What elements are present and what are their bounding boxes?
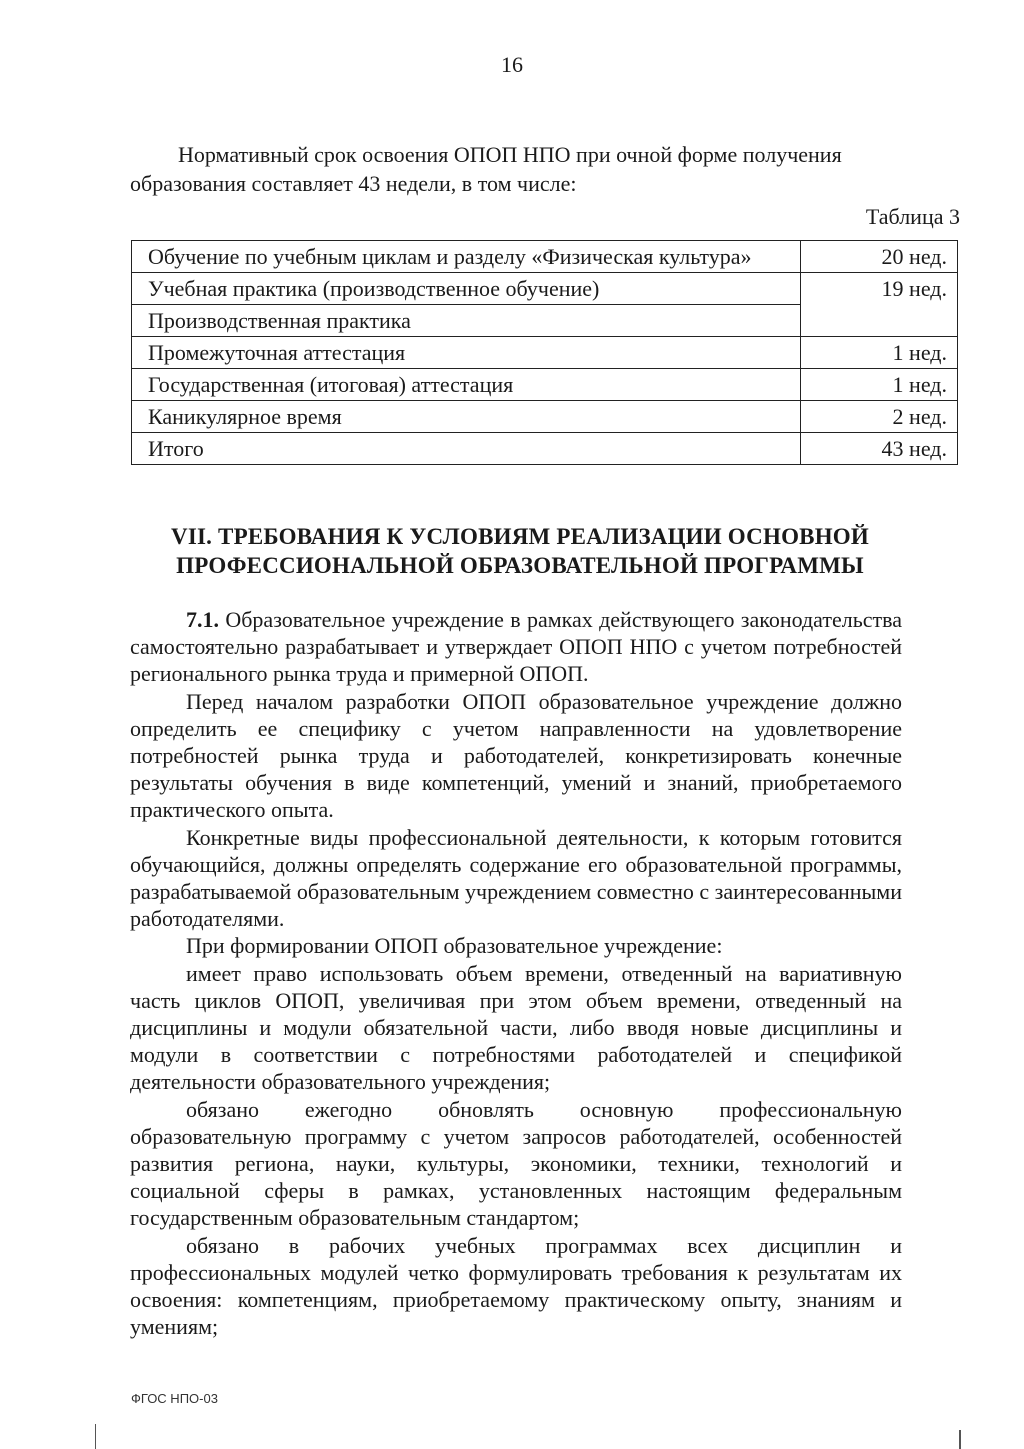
study-time-table bbox=[131, 240, 958, 465]
row-label: Производственная практика bbox=[132, 305, 801, 337]
body-paragraph: имеет право использовать объем времени, отведенный на вариативную часть циклов ОПОП, увеличивая при этом объем времени, отведенный на дисциплины и модули обязательной части, либо вводя новые дисциплины и модули в соответствии с потребностями работодателей и спецификой деятельности образовательного учреждения; bbox=[130, 960, 902, 1095]
row-label: Учебная практика (производственное обучение) bbox=[132, 273, 801, 305]
section-title-line: VII. ТРЕБОВАНИЯ К УСЛОВИЯМ РЕАЛИЗАЦИИ ОСНОВНОЙ bbox=[171, 524, 869, 549]
body-paragraph bbox=[130, 606, 902, 688]
row-label: Итого bbox=[132, 433, 801, 465]
body-text bbox=[130, 606, 902, 1340]
scan-artifact-left bbox=[95, 1424, 96, 1449]
table-row bbox=[132, 241, 958, 273]
row-value: 43 нед. bbox=[801, 433, 958, 465]
row-label: Промежуточная аттестация bbox=[132, 337, 801, 369]
body-paragraph: При формировании ОПОП образовательное учреждение: bbox=[186, 933, 723, 959]
table-caption: Таблица 3 bbox=[865, 204, 960, 229]
body-paragraph: Конкретные виды профессиональной деятельности, к которым готовится обучающийся, должны определять содержание его образовательной программы, разрабатываемой образовательным учреждением совместно с заинтересованными работодателями. bbox=[130, 824, 902, 932]
row-value: 20 нед. bbox=[801, 241, 958, 273]
table-row bbox=[132, 337, 958, 369]
row-label: Обучение по учебным циклам и разделу «Физическая культура» bbox=[132, 241, 801, 273]
clause-text: Образовательное учреждение в рамках действующего законодательства самостоятельно разрабатывает и утверждает ОПОП НПО с учетом потребностей регионального рынка труда и примерной ОПОП. bbox=[130, 607, 902, 687]
body-paragraph: обязано в рабочих учебных программах всех дисциплин и профессиональных модулей четко формулировать требования к результатам их освоения: компетенциям, приобретаемому практическому опыту, знаниям и умениям; bbox=[130, 1232, 902, 1340]
row-value: 2 нед. bbox=[801, 401, 958, 433]
footer-document-code: ФГОС НПО-03 bbox=[131, 1391, 218, 1406]
table-row bbox=[132, 401, 958, 433]
clause-number: 7.1. bbox=[186, 607, 219, 632]
body-paragraph: обязано ежегодно обновлять основную профессиональную образовательную программу с учетом запросов работодателей, особенностей развития региона, науки, культуры, экономики, техники, технологий и социальной сферы в рамках, установленных настоящим федеральным государственным образовательным стандартом; bbox=[130, 1096, 902, 1231]
row-label: Государственная (итоговая) аттестация bbox=[132, 369, 801, 401]
scan-artifact-right bbox=[959, 1430, 961, 1449]
row-value: 19 нед. bbox=[801, 273, 958, 337]
table-row bbox=[132, 273, 958, 305]
intro-block bbox=[130, 140, 902, 198]
intro-paragraph: Нормативный срок освоения ОПОП НПО при очной форме получения образования составляет 43 недели, в том числе: bbox=[130, 142, 842, 196]
body-paragraph: Перед началом разработки ОПОП образовательное учреждение должно определить ее специфику с учетом направленности на удовлетворение потребностей рынка труда и работодателей, конкретизировать конечные результаты обучения в виде компетенций, умений и знаний, приобретаемого практического опыта. bbox=[130, 688, 902, 823]
section-title bbox=[120, 522, 920, 580]
table-row bbox=[132, 369, 958, 401]
section-title-line: ПРОФЕССИОНАЛЬНОЙ ОБРАЗОВАТЕЛЬНОЙ ПРОГРАММЫ bbox=[176, 553, 864, 578]
row-value: 1 нед. bbox=[801, 369, 958, 401]
row-value: 1 нед. bbox=[801, 337, 958, 369]
row-label: Каникулярное время bbox=[132, 401, 801, 433]
page-number: 16 bbox=[501, 52, 523, 77]
table-row bbox=[132, 433, 958, 465]
